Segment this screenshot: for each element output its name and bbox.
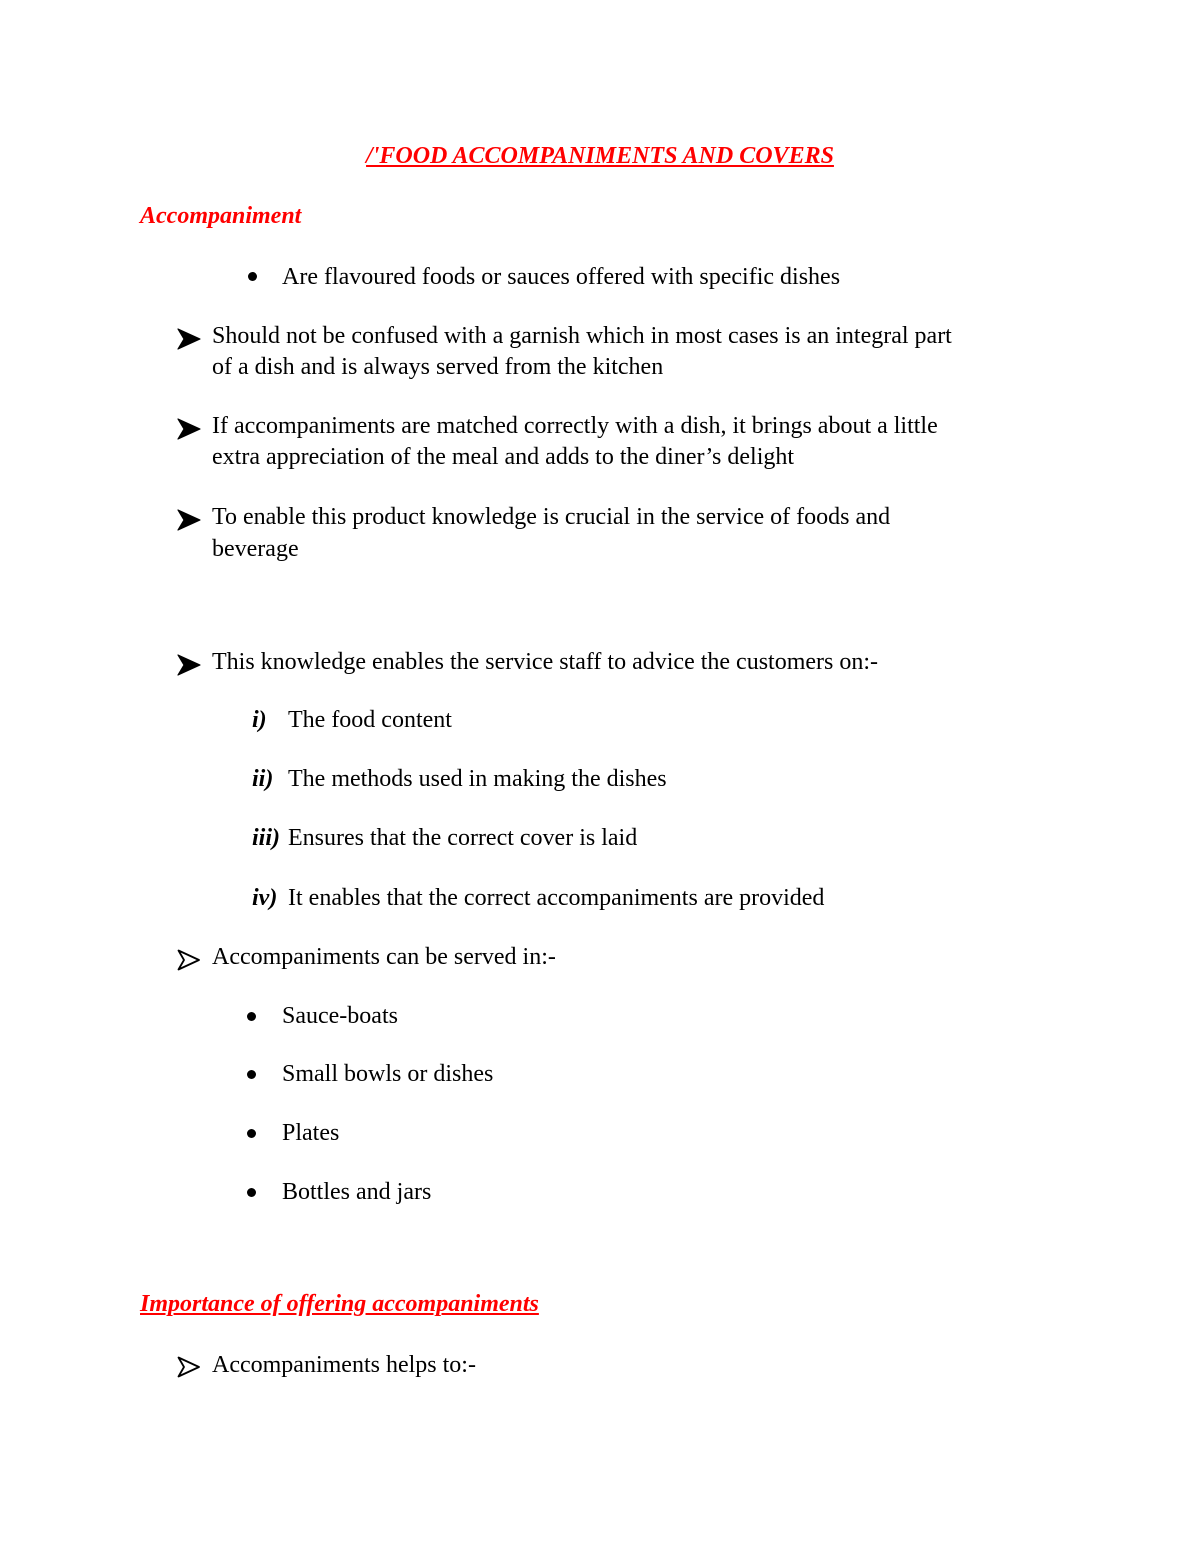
roman-item-text: The food content xyxy=(288,707,452,733)
roman-marker: ii) xyxy=(252,766,274,792)
arrowhead-bullet-icon xyxy=(177,654,201,676)
arrowhead-bullet-icon xyxy=(177,509,201,531)
arrow-point-1-line2: of a dish and is always served from the kitchen xyxy=(212,354,664,380)
round-bullet-icon xyxy=(248,272,257,281)
arrowhead-bullet-icon xyxy=(177,418,201,440)
served-in-item: Plates xyxy=(282,1120,340,1146)
round-bullet-icon xyxy=(247,1129,256,1138)
served-in-item: Sauce-boats xyxy=(282,1003,398,1029)
roman-marker: iv) xyxy=(252,885,278,911)
arrowhead-bullet-icon xyxy=(177,1356,201,1378)
served-in-item: Bottles and jars xyxy=(282,1179,432,1205)
round-bullet-icon xyxy=(247,1070,256,1079)
arrow-point-3-line1: To enable this product knowledge is crucial in the service of foods and xyxy=(212,504,891,530)
helps-label: Accompaniments helps to:- xyxy=(212,1352,476,1378)
served-in-label: Accompaniments can be served in:- xyxy=(212,944,556,970)
arrow-point-2-line1: If accompaniments are matched correctly with a dish, it brings about a little xyxy=(212,413,938,439)
roman-item-text: Ensures that the correct cover is laid xyxy=(288,825,638,851)
arrow-point-4-line1: This knowledge enables the service staff to advice the customers on:- xyxy=(212,649,879,675)
arrow-point-1-line1: Should not be confused with a garnish which in most cases is an integral part xyxy=(212,323,952,349)
section-heading-accompaniment: Accompaniment xyxy=(140,203,302,229)
arrowhead-bullet-icon xyxy=(177,328,201,350)
arrowhead-bullet-icon xyxy=(177,949,201,971)
roman-marker: iii) xyxy=(252,825,280,851)
roman-item-text: It enables that the correct accompaniments are provided xyxy=(288,885,825,911)
section-heading-importance: Importance of offering accompaniments xyxy=(140,1291,539,1317)
arrow-point-3-line2: beverage xyxy=(212,536,299,562)
roman-marker: i) xyxy=(252,707,267,733)
page-title: /'FOOD ACCOMPANIMENTS AND COVERS xyxy=(366,143,834,169)
arrow-point-2-line2: extra appreciation of the meal and adds to the diner’s delight xyxy=(212,444,795,470)
round-bullet-icon xyxy=(247,1012,256,1021)
roman-item-text: The methods used in making the dishes xyxy=(288,766,667,792)
served-in-item: Small bowls or dishes xyxy=(282,1061,494,1087)
round-bullet-icon xyxy=(247,1188,256,1197)
intro-bullet-text: Are flavoured foods or sauces offered with specific dishes xyxy=(282,264,841,290)
